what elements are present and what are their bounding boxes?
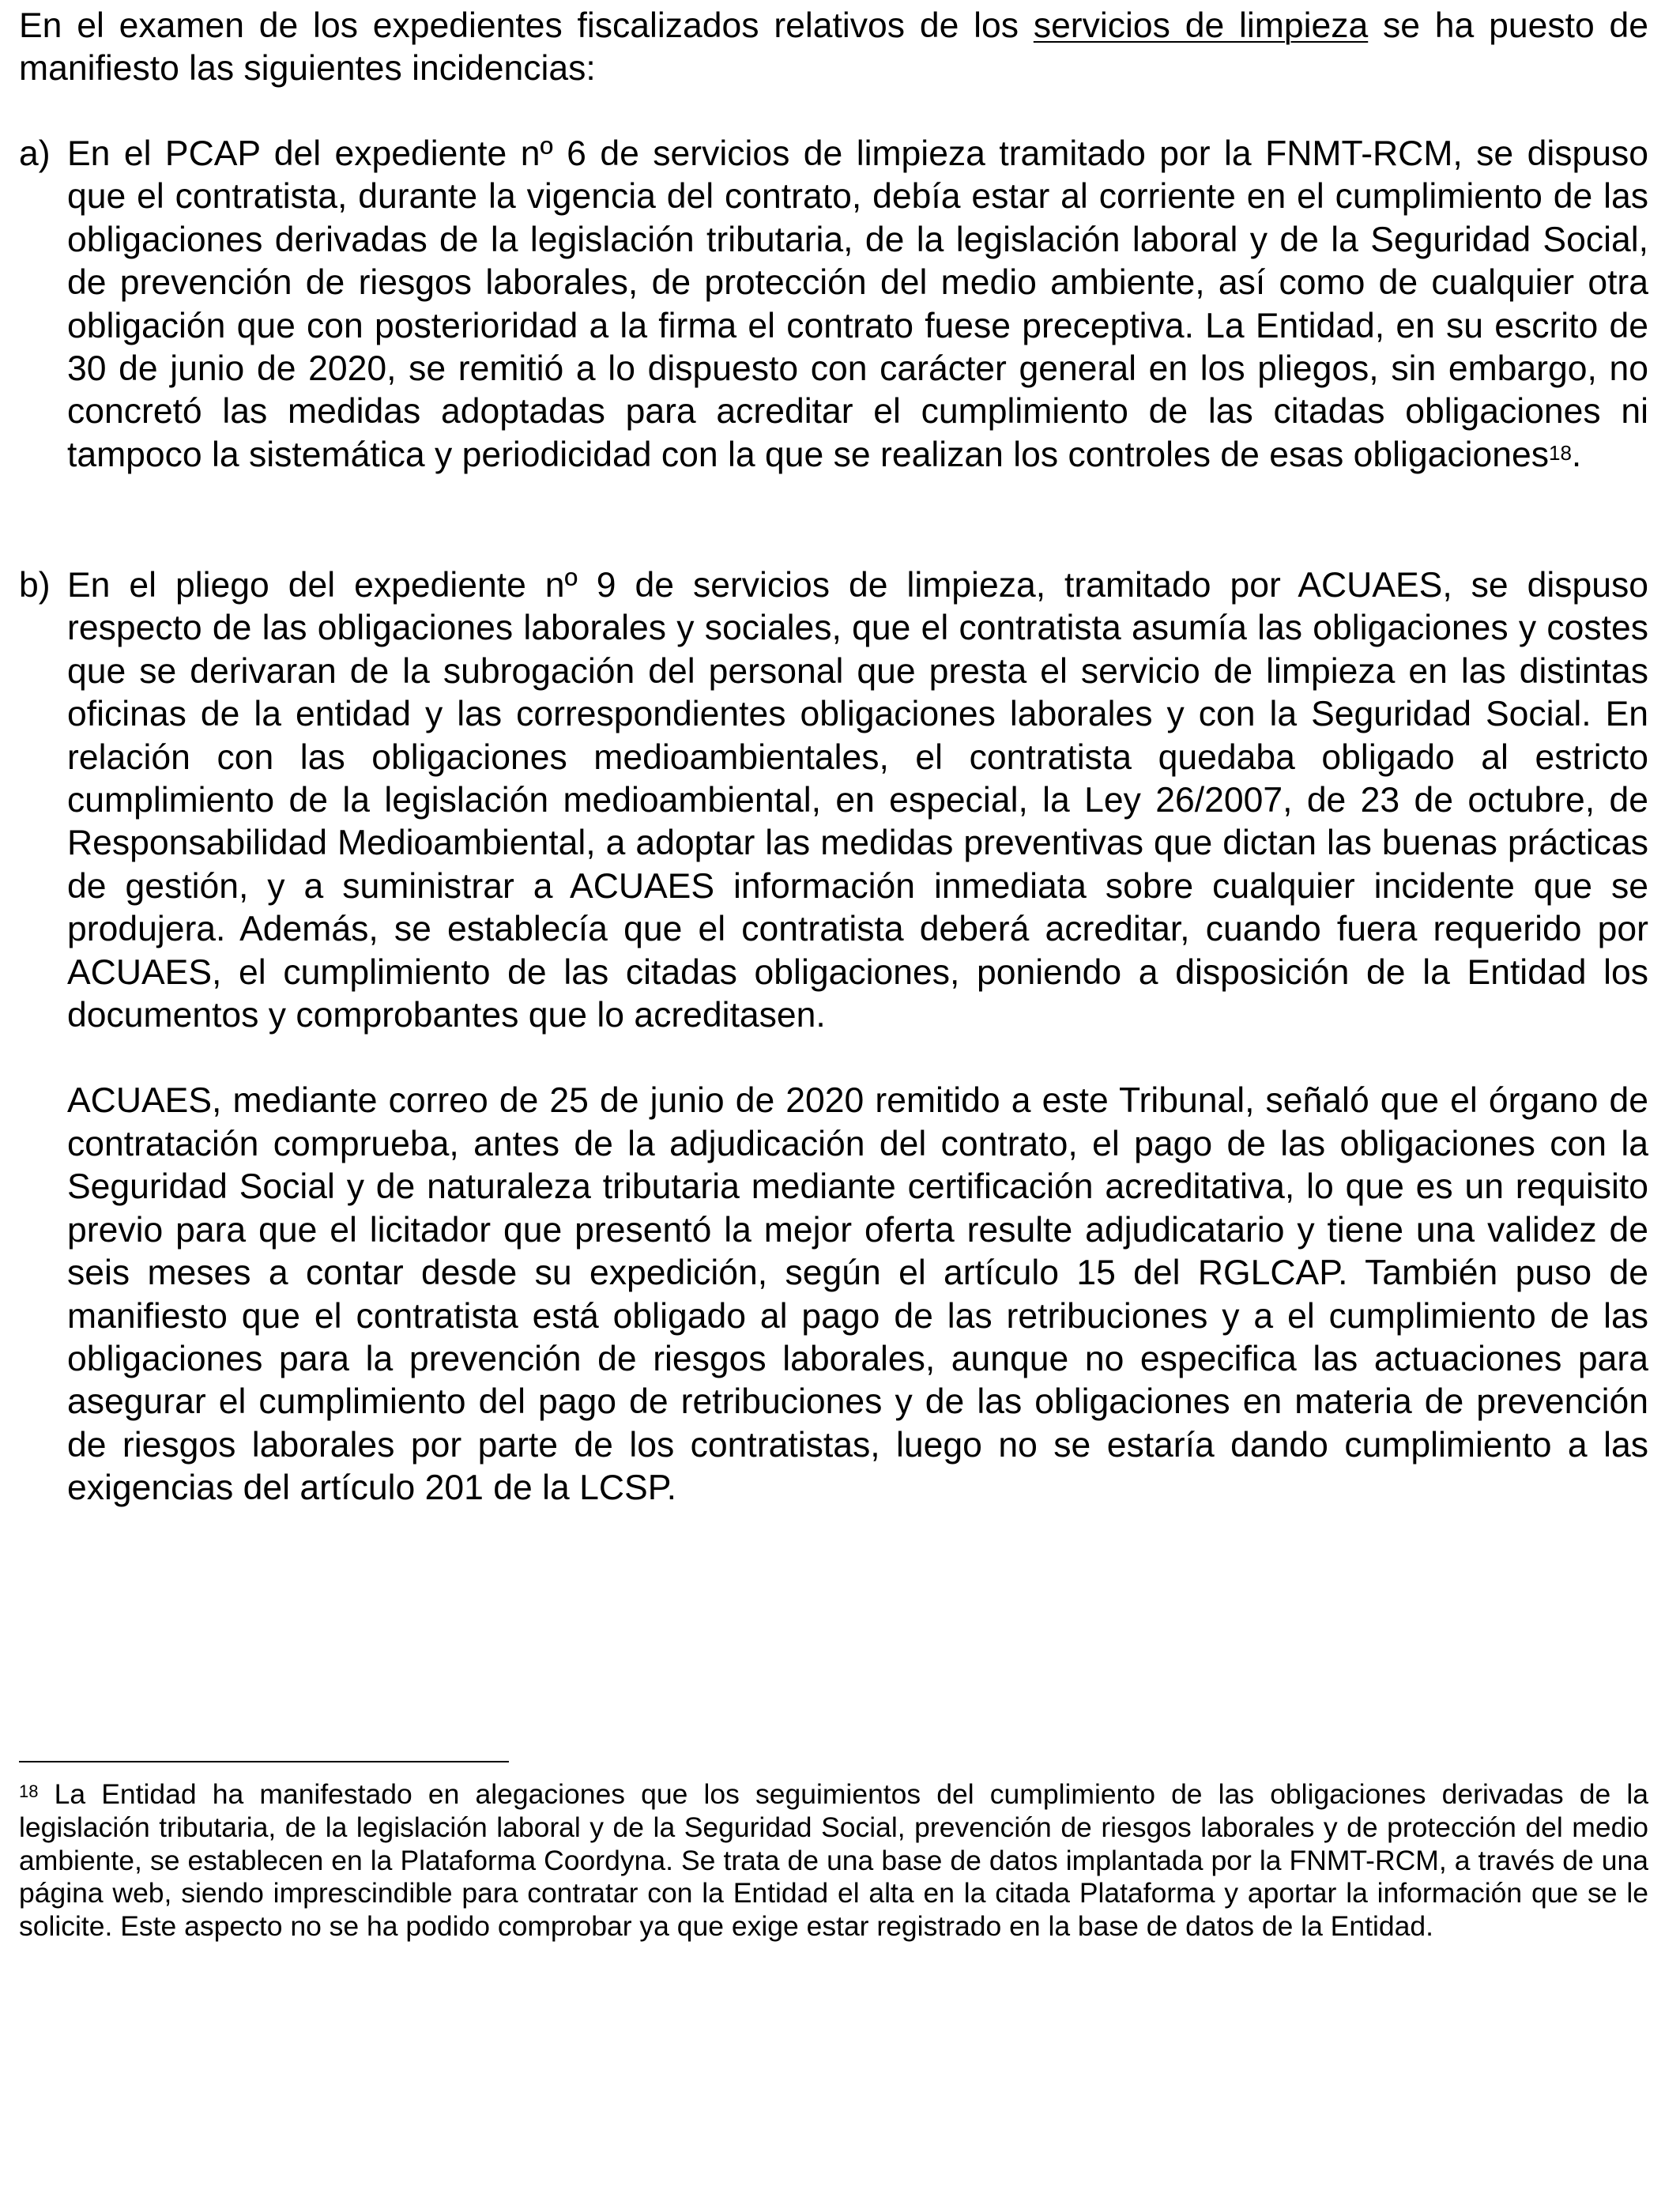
item-b-paragraph-1: En el pliego del expediente nº 9 de servicios de limpieza, tramitado por ACUAES, se dispuso respecto de las obligaciones laborales y sociales, que el contratista asumía las obligaciones y costes que se derivaran de la subrogación del personal que presta el servicio de limpieza en las distintas oficinas de la entidad y las correspondientes obligaciones laborales y con la Seguridad Social. En relación con las obligaciones medioambientales, el contratista quedaba obligado al estricto cumplimiento de la legislación medioambiental, en especial, la Ley 26/2007, de 23 de octubre, de Responsabilidad Medioambiental, a adoptar las medidas preventivas que dictan las buenas prácticas de gestión, y a suministrar a ACUAES información inmediata sobre cualquier incidente que se produjera. Además, se establecía que el contratista deberá acreditar, cuando fuera requerido por ACUAES, el cumplimiento de las citadas obligaciones, poniendo a disposición de la Entidad los documentos y comprobantes que lo acreditasen. [67,566,1648,1035]
intro-paragraph [19,5,1648,91]
list-item-b [19,564,1648,1510]
footnote-reference[interactable]: 18 [1549,440,1572,465]
footnote-number: 18 [19,1781,39,1801]
item-a-tail: . [1571,435,1582,474]
item-a-text: En el PCAP del expediente nº 6 de servicios de limpieza tramitado por la FNMT-RCM, se dispuso que el contratista, durante la vigencia del contrato, debía estar al corriente en el cumplimiento de las obligaciones derivadas de la legislación tributaria, de la legislación laboral y de la Seguridad Social, de prevención de riesgos laborales, de protección del medio ambiente, así como de cualquier otra obligación que con posterioridad a la firma el contrato fuese preceptiva. La Entidad, en su escrito de 30 de junio de 2020, se remitió a lo dispuesto con carácter general en los pliegos, sin embargo, no concretó las medidas adoptadas para acreditar el cumplimiento de las citadas obligaciones ni tampoco la sistemática y periodicidad con la que se realizan los controles de esas obligaciones [67,134,1648,474]
list-item-a [19,133,1648,477]
footnote [19,1778,1648,1943]
intro-underlined-term: servicios de limpieza [1033,6,1369,45]
list-marker-a: a) [19,134,51,173]
list-marker-b: b) [19,566,51,605]
intro-text-after: se ha puesto de manifiesto las siguientes incidencias: [19,6,1648,89]
footnote-divider [19,1761,509,1762]
item-a-paragraph [67,133,1648,477]
list-item-b-content [67,564,1648,1510]
item-b-paragraph-2: ACUAES, mediante correo de 25 de junio de 2020 remitido a este Tribunal, señaló que el órgano de contratación comprueba, antes de la adjudicación del contrato, el pago de las obligaciones con la Seguridad Social y de naturaleza tributaria mediante certificación acreditativa, lo que es un requisito previo para que el licitador que presentó la mejor oferta resulte adjudicatario y tiene una validez de seis meses a contar desde su expedición, según el artículo 15 del RGLCAP. También puso de manifiesto que el contratista está obligado al pago de las retribuciones y a el cumplimiento de las obligaciones para la prevención de riesgos laborales, aunque no especifica las actuaciones para asegurar el cumplimiento del pago de retribuciones y de las obligaciones en materia de prevención de riesgos laborales por parte de los contratistas, luego no se estaría dando cumplimiento a las exigencias del artículo 201 de la LCSP. [67,1081,1648,1508]
list-item-a-content [67,133,1648,477]
intro-text-before: En el examen de los expedientes fiscalizados relativos de los [19,6,1034,45]
footnote-text: La Entidad ha manifestado en alegaciones que los seguimientos del cumplimiento de las obligaciones derivadas de la legislación tributaria, de la legislación laboral y de la Seguridad Social, prevención de riesgos laborales y de protección del medio ambiente, se establecen en la Plataforma Coordyna. Se trata de una base de datos implantada por la FNMT-RCM, a través de una página web, siendo imprescindible para contratar con la Entidad el alta en la citada Plataforma y aportar la información que se le solicite. Este aspecto no se ha podido comprobar ya que exige estar registrado en la base de datos de la Entidad. [19,1778,1648,1943]
